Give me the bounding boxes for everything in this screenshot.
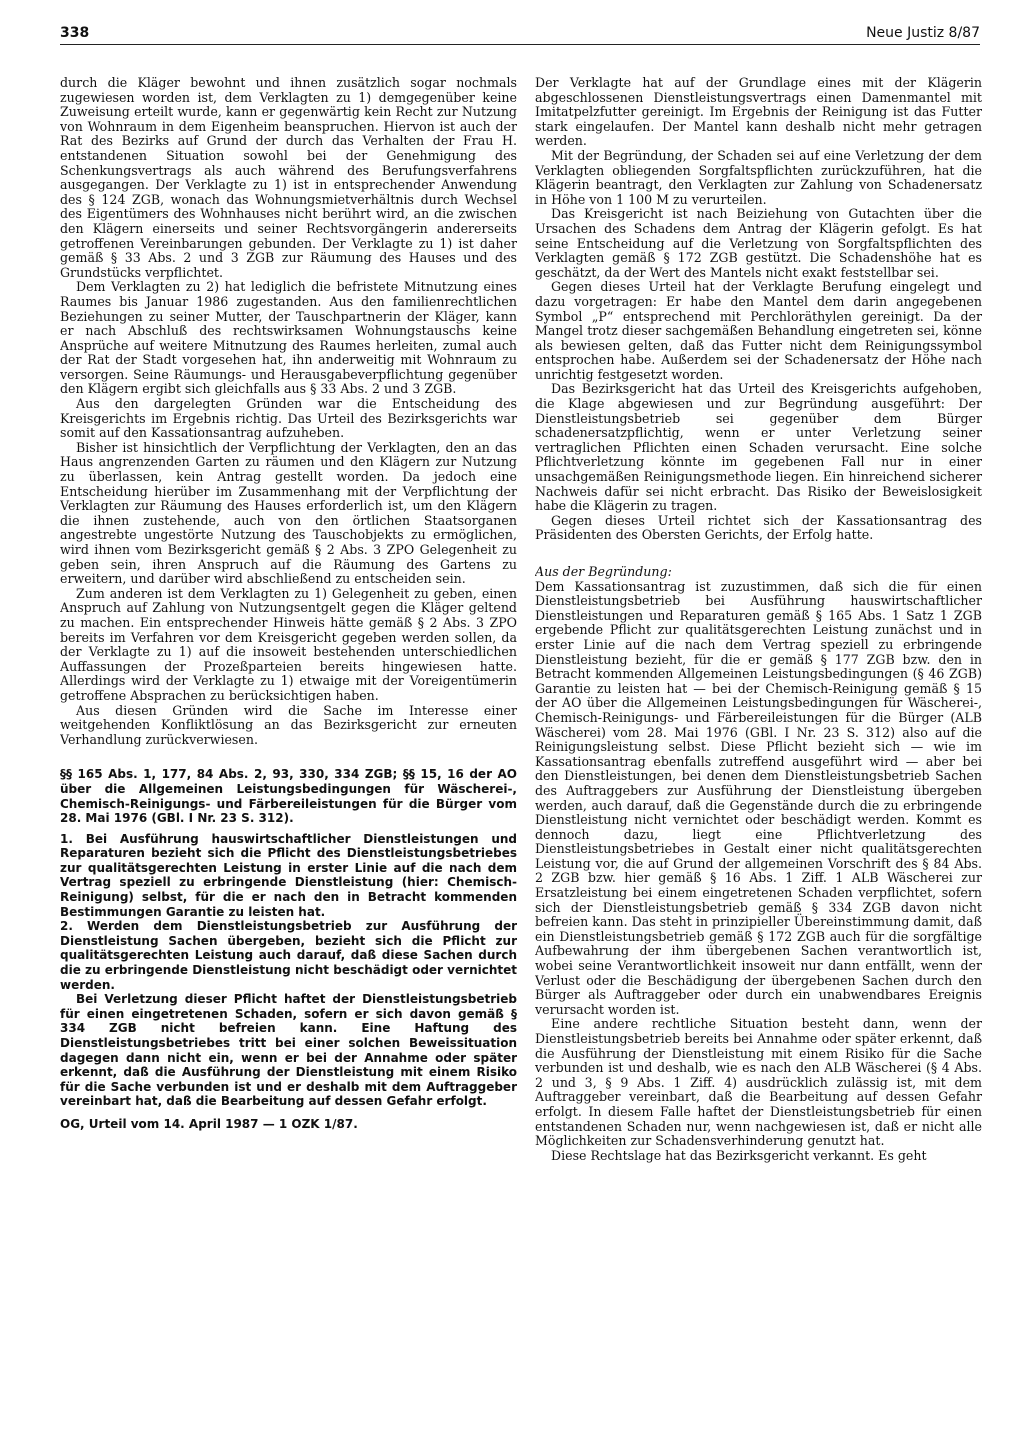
- headnote-2: 2. Werden dem Dienstleistungsbetrieb zur Ausführung der Dienstleistung Sachen übergeben, bezieht sich die Pflicht zur qualitätsgerechten Leistung auch darauf, daß diese Sachen durch die zu erbringende Dienstleistung nicht beschädigt oder vernichtet werden.: [60, 919, 517, 992]
- paragraph: Gegen dieses Urteil hat der Verklagte Berufung eingelegt und dazu vorgetragen: Er habe den Mantel dem darin angegebenen Symbol „P“ entsprechend mit Perchloräthylen gereinigt. Da der Mangel trotz dieser sachgemäßen Behandlung eingetreten sei, könne als bewiesen gelten, daß das Futter nicht dem Reinigungssymbol entsprochen habe. Außerdem sei der Schadenersatz der Höhe nach unrichtig festgesetzt worden.: [535, 279, 982, 382]
- paragraph: Mit der Begründung, der Schaden sei auf eine Verletzung der dem Verklagten obliegenden Sorgfaltspflichten zurückzuführen, hat die Klägerin beantragt, den Verklagten zur Zahlung von Schadenersatz in Höhe von 1 100 M zu verurteilen.: [535, 147, 982, 207]
- paragraph: Der Verklagte hat auf der Grundlage eines mit der Klägerin abgeschlossenen Dienstleistungsvertrags einen Damenmantel mit Imitatpelzfutter gereinigt. Im Ergebnis der Reinigung ist das Futter stark eingelaufen. Der Mantel kann deshalb nicht mehr getragen werden.: [535, 76, 982, 149]
- headnote-1: 1. Bei Ausführung hauswirtschaftlicher Dienstleistungen und Reparaturen bezieht sich die Pflicht des Dienstleistungsbetriebes zur qualitätsgerechten Leistung in erster Linie auf die nach dem Vertrag speziell zu erbringende Dienstleistung (hier: Chemisch-Reinigung) selbst, für die er nach den in Betracht kommenden Bestimmungen Garantie zu leisten hat.: [60, 831, 517, 919]
- page-header: [60, 20, 980, 45]
- paragraph: Aus diesen Gründen wird die Sache im Interesse einer weitgehenden Konfliktlösung an das Bezirksgericht zur erneuten Verhandlung zurückverwiesen.: [60, 702, 517, 747]
- right-column: [535, 76, 982, 1436]
- paragraph: Zum anderen ist dem Verklagten zu 1) Gelegenheit zu geben, einen Anspruch auf Zahlung von Nutzungsentgelt gegen die Kläger geltend zu machen. Ein entsprechender Hinweis hätte gemäß § 2 Abs. 3 ZPO bereits im Verfahren vor dem Kreisgericht gegeben werden sollen, da der Verklagte zu 1) auf die insoweit bestehenden unterschiedlichen Auffassungen der Prozeßparteien bereits hingewiesen hatte. Allerdings wird der Verklagte zu 1) etwaige mit der Voreigentümerin getroffene Absprachen zu berücksichtigen haben.: [60, 585, 517, 703]
- paragraph: Bisher ist hinsichtlich der Verpflichtung der Verklagten, den an das Haus angrenzenden Garten zu räumen und den Klägern zur Nutzung zu überlassen, kein Antrag gestellt worden. Da jedoch eine Entscheidung hierüber im Zusammenhang mit der Verpflichtung der Verklagten zur Räumung des Hauses erforderlich ist, um den Klägern die ihnen zustehende, auch von den örtlichen Staatsorganen angestrebte ungestörte Nutzung des Tauschobjekts zu ermöglichen, wird ihnen vom Bezirksgericht gemäß § 2 Abs. 3 ZPO Gelegenheit zu geben sein, ihren Anspruch auf die Räumung des Gartens zu erweitern, und darüber wird abschließend zu entscheiden sein.: [60, 439, 517, 587]
- section-subheading: Aus der Begründung:: [535, 564, 672, 579]
- court-citation: OG, Urteil vom 14. April 1987 — 1 OZK 1/87.: [60, 1116, 358, 1131]
- paragraph: Das Kreisgericht ist nach Beiziehung von Gutachten über die Ursachen des Schadens dem Antrag der Klägerin gefolgt. Es hat seine Entscheidung auf die Verletzung von Sorgfaltspflichten des Verklagten gemäß § 172 ZGB gestützt. Die Schadenshöhe hat es geschätzt, da der Wert des Mantels nicht exakt feststellbar sei.: [535, 206, 982, 280]
- left-column: [60, 76, 517, 1436]
- paragraph: Dem Verklagten zu 2) hat lediglich die befristete Mitnutzung eines Raumes bis Januar 1986 zugestanden. Aus den familienrechtlichen Beziehungen zu seiner Mutter, der Tauschpartnerin der Kläger, kann er nach Abschluß des rechtswirksamen Wohnungstauschs keine Ansprüche auf weitere Mitnutzung des Raumes herleiten, zumal auch der Rat der Stadt vorgesehen hat, ihn anderweitig mit Wohnraum zu versorgen. Seine Räumungs- und Herausgabeverpflichtung gegenüber den Klägern ergibt sich gleichfalls aus § 33 Abs. 2 und 3 ZGB.: [60, 279, 517, 397]
- page-number: 338: [60, 25, 90, 41]
- statute-references: §§ 165 Abs. 1, 177, 84 Abs. 2, 93, 330, 334 ZGB; §§ 15, 16 der AO über die Allgemeinen Leistungsbedingungen für Wäscherei-, Chemisch-Reinigungs- und Färbereileistungen für die Bürger vom 28. Mai 1976 (GBl. I Nr. 23 S. 312).: [60, 767, 517, 826]
- paragraph: durch die Kläger bewohnt und ihnen zusätzlich sogar nochmals zugewiesen worden ist, dem Verklagten zu 1) demgegenüber keine Zuweisung erteilt wurde, kann er gegenwärtig kein Recht zur Nutzung von Wohnraum in dem Eigenheim beanspruchen. Hiervon ist auch der Rat des Bezirks auf Grund der durch das Verhalten der Frau H. entstandenen Situation sowohl bei der Genehmigung des Schenkungsvertrags als auch während des Berufungsverfahrens ausgegangen. Der Verklagte zu 1) ist in entsprechender Anwendung des § 124 ZGB, wonach das Wohnungsmietverhältnis durch Wechsel des Eigentümers des Wohnhauses nicht berührt wird, an die zwischen den Klägern einerseits und seiner Rechtsvorgängerin andererseits getroffenen Vereinbarungen gebunden. Der Verklagte zu 1) ist daher gemäß § 33 Abs. 2 und 3 ZGB zur Räumung des Hauses und des Grundstücks verpflichtet.: [60, 76, 517, 280]
- paragraph: Das Bezirksgericht hat das Urteil des Kreisgerichts aufgehoben, die Klage abgewiesen und zur Begründung ausgeführt: Der Dienstleistungsbetrieb sei gegenüber dem Bürger schadenersatzpflichtig, wenn er unter Verletzung seiner vertraglichen Pflichten einen Schaden verursacht. Eine solche Pflichtverletzung könnte im gegebenen Fall nur in einer unsachgemäßen Reinigungsmethode liegen. Ein hinreichend sicherer Nachweis dafür sei nicht erbracht. Das Risiko der Beweislosigkeit habe die Klägerin zu tragen.: [535, 381, 982, 514]
- journal-issue: Neue Justiz 8/87: [866, 25, 980, 41]
- paragraph: Dem Kassationsantrag ist zuzustimmen, daß sich die für einen Dienstleistungsbetrieb bei Ausführung hauswirtschaftlicher Dienstleistungen und Reparaturen gemäß § 165 Abs. 1 Satz 1 ZGB ergebende Pflicht zur qualitätsgerechten Leistung zunächst und in erster Linie auf die nach dem Vertrag speziell zu erbringende Dienstleistung bezieht, für die er gemäß § 177 ZGB bzw. den in Betracht kommenden Allgemeinen Leistungsbedingungen (§ 46 ZGB) Garantie zu leisten hat — bei der Chemisch-Reinigung gemäß § 15 der AO über die Allgemeinen Leistungsbedingungen für Wäscherei-, Chemisch-Reinigungs- und Färbereileistungen für die Bürger (ALB Wäscherei) vom 28. Mai 1976 (GBl. I Nr. 23 S. 312) also auf die Reinigungsleistung selbst. Diese Pflicht bezieht sich — wie im Kassationsantrag ebenfalls zutreffend ausgeführt wird — aber bei den Dienstleistungen, bei denen dem Dienstleistungsbetrieb Sachen des Auftraggebers zur Ausführung der Dienstleistung übergeben werden, auch darauf, daß die Gegenstände durch die zu erbringende Dienstleistung nicht vernichtet oder beschädigt werden. Kommt es dennoch dazu, liegt eine Pflichtverletzung des Dienstleistungsbetriebes in Gestalt einer nicht qualitätsgerechten Leistung vor, die auf Grund der allgemeinen Vorschrift des § 84 Abs. 2 ZGB bzw. hier gemäß § 16 Abs. 1 Ziff. 1 ALB Wäscherei zur Ersatzleistung bei einem eingetretenen Schaden verpflichtet, sofern sich der Dienstleistungsbetrieb gemäß § 334 ZGB davon nicht befreien kann. Das steht in prinzipieller Übereinstimmung damit, daß ein Dienstleistungsbetrieb gemäß § 172 ZGB auch für die sorgfältige Aufbewahrung der ihm übergebenen Sachen verantwortlich ist, wobei seine Verantwortlichkeit insoweit nur dann entfällt, wenn der Verlust oder die Beschädigung der übergebenen Sachen durch den Bürger als Auftraggeber oder durch ein unabwendbares Ereignis verursacht worden ist.: [535, 578, 982, 1017]
- headnote-3: Bei Verletzung dieser Pflicht haftet der Dienstleistungsbetrieb für einen eingetretenen Schaden, sofern er sich davon gemäß § 334 ZGB nicht befreien kann. Eine Haftung des Dienstleistungsbetriebes tritt bei einer solchen Beweissituation dagegen dann nicht ein, wenn er bei der Annahme oder später erkennt, daß die Ausführung der Dienstleistung mit einem Risiko für die Sache verbunden ist und er deshalb mit dem Auftraggeber vereinbart hat, daß die Bearbeitung auf dessen Gefahr erfolgt.: [60, 992, 517, 1109]
- paragraph: Gegen dieses Urteil richtet sich der Kassationsantrag des Präsidenten des Obersten Gerichts, der Erfolg hatte.: [535, 512, 982, 543]
- paragraph: Eine andere rechtliche Situation besteht dann, wenn der Dienstleistungsbetrieb bereits bei Annahme oder später erkennt, daß die Ausführung der Dienstleistung mit einem Risiko für die Sache verbunden ist und deshalb, wie es nach den ALB Wäscherei (§ 4 Abs. 2 und 3, § 9 Abs. 1 Ziff. 4) ausdrücklich zulässig ist, mit dem Auftraggeber vereinbart, daß die Bearbeitung auf dessen Gefahr erfolgt. In diesem Falle haftet der Dienstleistungsbetrieb für einen entstandenen Schaden nur, wenn nachgewiesen ist, daß er nicht alle Möglichkeiten zur Schadensverhinderung genutzt hat.: [535, 1016, 982, 1149]
- paragraph: Diese Rechtslage hat das Bezirksgericht verkannt. Es geht: [551, 1147, 927, 1163]
- paragraph: Aus den dargelegten Gründen war die Entscheidung des Kreisgerichts im Ergebnis richtig. Das Urteil des Bezirksgerichts war somit auf den Kassationsantrag aufzuheben.: [60, 396, 517, 441]
